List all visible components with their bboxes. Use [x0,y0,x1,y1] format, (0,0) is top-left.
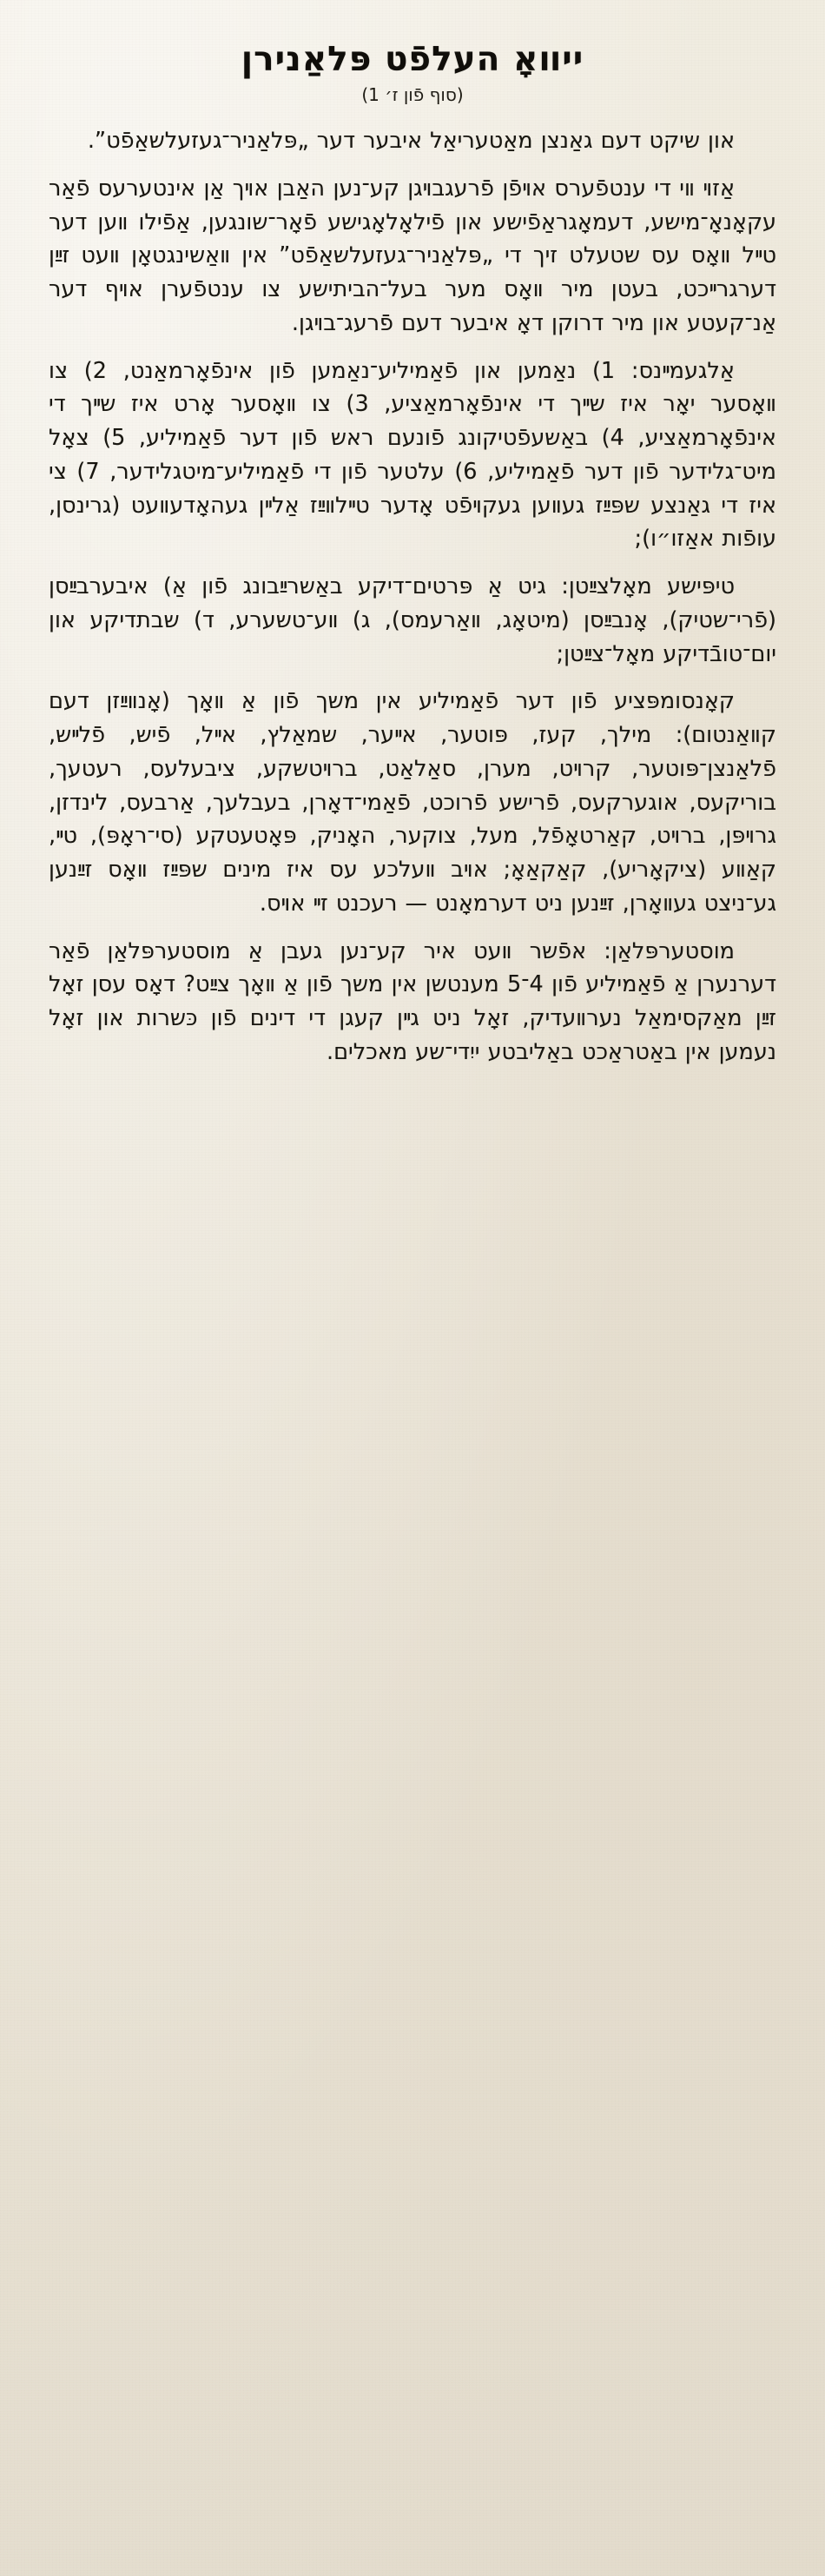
paragraph: מוסטערפּלאַן: אפֿשר װעט איר קע־נען געבן אַ מוסטערפּלאַן פֿאַר דערנערן אַ פֿאַמיליע פֿון 4־5 מענטשן אין משך פֿון אַ װאָך צײַט? דאָס עסן זאָל זײַן מאַקסימאַל נערװעדיק, זאָל ניט גײן קעגן די דינים פֿון כּשרות און זאָל נעמען אין באַטראַכט באַליבטע ייִדי־שע מאכלים. [49,937,776,1065]
paragraph: אַלגעמײנס: 1) נאַמען און פֿאַמיליע־נאַמען פֿון אינפֿאָרמאַנט, 2) צו װאָסער יאָר איז שײך די אינפֿאָרמאַציע, 3) צו װאָסער אָרט איז שײך די אינפֿאָרמאַציע, 4) באַשעפֿטיקונג פֿונעם ראש פֿון דער פֿאַמיליע, 5) צאָל מיט־גלידער פֿון דער פֿאַמיליע, 6) עלטער פֿון די פֿאַמיליע־מיטגלידער, 7) צי איז די גאַנצע שפּײַז געװען געקױפֿט אָדער טײלװײַז אַלײן געהאָדעװעט (גרינסן, עופֿות אאַזו״ו); [49,357,776,553]
paragraph: אַזױ װי די ענטפֿערס אױפֿן פֿרעגבױגן קע־נען האַבן אױך אַן אינטערעס פֿאַר עקאָנאָ־מישע, דעמאָגראַפֿישע און פֿילאָלאָגישע פֿאָר־שונגען, אַפֿילו װען דער טײל װאָס עס שטעלט זיך די „פּלאַניר־געזעלשאַפֿט” אין װאַשינגטאָן װעט זײַן דערגרײכט, בעטן מיר װאָס מער בעל־הביתישע צו ענטפֿערן אױף דער אַנ־קעטע און מיר דרוקן דאָ איבער דעם פֿרעג־בױגן. [49,175,776,336]
article-body [0,0,825,1118]
paragraph: טיפּישע מאָלצײַטן: גיט אַ פּרטים־דיקע באַשרײַבונג פֿון אַ) איבערבײַסן (פֿרי־שטיק), אָנבײַסן (מיטאָג, װאַרעמס), ג) װע־טשערע, ד) שבתדיקע און יום־טובֿדיקע מאָל־צײַטן; [49,573,776,667]
page-title: ייװאָ העלפֿט פּלאַנירן [241,40,584,79]
article-continuation-note: (סוף פֿון ז׳ 1) [361,84,464,105]
paragraph: און שיקט דעם גאַנצן מאַטעריאַל איבער דער „פּלאַניר־געזעלשאַפֿט”. [87,128,735,154]
paragraph: קאָנסומפּציע פֿון דער פֿאַמיליע אין משך פֿון אַ װאָך (אָנװײַזן דעם קװאַנטום): מילך, קעז, פּוטער, אײער, שמאַלץ, אײל, פֿיש, פֿלײש, פֿלאַנצן־פּוטער, קרױט, מערן, סאַלאַט, ברױטשקע, ציבעלעס, רעטעך, בוריקעס, אוגערקעס, פֿרישע פֿרוכט, פֿאַמי־דאָרן, בעבלעך, אַרבעס, לינדזן, גרױפּן, ברױט, קאַרטאָפֿל, מעל, צוקער, האָניק, פּאָטעטקע (סי־ראָפּ), טײ, קאַװע (ציקאָריע), קאַקאַאָ; אױב װעלכע עס איז מינים שפּײַז װאָס זײַנען גע־ניצט געװאָרן, זײַנען ניט דערמאָנט — רעכנט זײ אױס. [49,688,776,917]
